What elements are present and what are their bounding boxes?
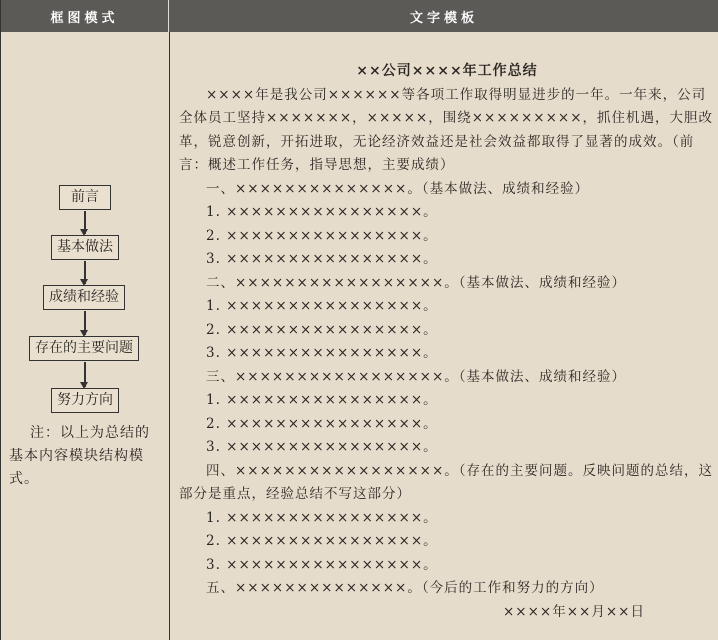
- flow-box-preface: 前言: [59, 185, 111, 210]
- document-date: ××××年××月××日: [503, 603, 645, 620]
- intro-paragraph: ××××年是我公司××××××等各项工作取得明显进步的一年。一年来，公司全体员工坚持×××××××，×××××，围绕×××××××××，抓住机遇，大胆改革，锐意创新，开拓进取，无论经济效益还是社会效益都取得了显著的成效。（前言：概述工作任务，指导思想，主要成绩）: [179, 86, 714, 173]
- flow-box-direction: 努力方向: [51, 388, 119, 413]
- flowchart: [1, 32, 169, 640]
- arrow-down-icon: [84, 362, 86, 387]
- arrow-down-icon: [84, 311, 86, 335]
- section-heading: 二、×××××××××××××××××。（基本做法、成绩和经验）: [206, 274, 627, 291]
- flow-note: 注：以上为总结的基本内容模块结构模式。: [9, 425, 150, 487]
- arrow-down-icon: [84, 261, 86, 284]
- section-heading: 一、××××××××××××××。（基本做法、成绩和经验）: [206, 180, 590, 197]
- section-item: 1. ××××××××××××××××。: [206, 392, 438, 408]
- document-title: ××公司××××年工作总结: [356, 63, 538, 79]
- column-divider: [169, 32, 170, 640]
- header-text-template: 文字模板: [169, 0, 718, 32]
- arrow-down-icon: [84, 211, 86, 234]
- section-heading: 五、××××××××××××××。（今后的工作和努力的方向）: [206, 580, 604, 596]
- section-item: 2. ××××××××××××××××。: [206, 227, 438, 244]
- section-item: 1. ××××××××××××××××。: [206, 204, 438, 220]
- section-item: 3. ××××××××××××××××。: [206, 556, 438, 573]
- flow-box-problems: 存在的主要问题: [29, 336, 139, 361]
- flow-box-methods: 基本做法: [51, 235, 119, 260]
- text-template: [179, 60, 715, 624]
- section-item: 3. ××××××××××××××××。: [206, 251, 438, 267]
- section-item: 2. ××××××××××××××××。: [206, 533, 438, 549]
- section-item: 1. ××××××××××××××××。: [206, 509, 438, 526]
- section-heading: 四、×××××××××××××××××。（存在的主要问题。反映问题的总结，这部分是重点，经验总结不写这部分）: [179, 462, 714, 502]
- section-item: 2. ××××××××××××××××。: [206, 321, 438, 338]
- header-diagram-mode: 框图模式: [1, 0, 169, 32]
- section-item: 3. ××××××××××××××××。: [206, 439, 438, 455]
- flow-box-results: 成绩和经验: [43, 285, 125, 310]
- section-heading: 三、×××××××××××××××××。（基本做法、成绩和经验）: [206, 368, 627, 385]
- section-item: 3. ××××××××××××××××。: [206, 345, 438, 361]
- section-item: 1. ××××××××××××××××。: [206, 298, 438, 314]
- section-item: 2. ××××××××××××××××。: [206, 415, 438, 432]
